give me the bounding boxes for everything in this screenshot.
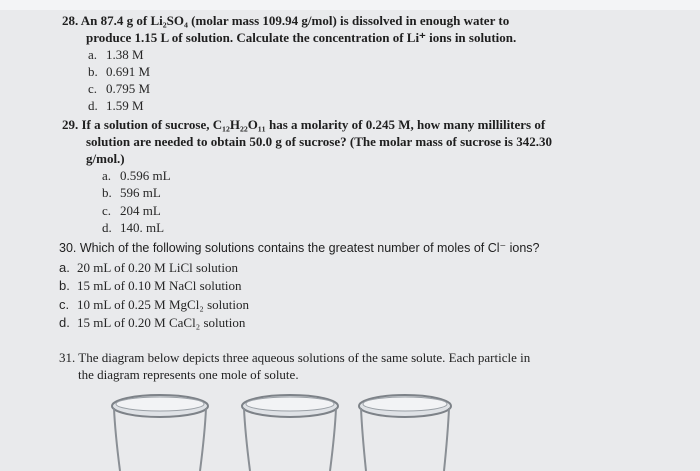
- option-text: 20 mL of 0.20 M LiCl solution: [77, 260, 238, 275]
- q28-option-d[interactable]: [88, 98, 144, 114]
- q29-text-line2: solution are needed to obtain 50.0 g of sucrose? (The molar mass of sucrose is 342.30: [86, 134, 552, 149]
- option-letter: c.: [88, 81, 98, 96]
- q28-number: 28.: [62, 13, 79, 28]
- option-text: 1.38 M: [106, 47, 144, 62]
- beaker-3: [359, 395, 451, 471]
- option-letter: b.: [102, 185, 112, 200]
- q28-option-a[interactable]: [88, 47, 144, 63]
- option-letter: d.: [59, 315, 70, 330]
- q31-line1: [59, 350, 530, 366]
- q30-line1: [59, 240, 540, 256]
- option-text: 596 mL: [120, 185, 161, 200]
- option-letter: a.: [102, 168, 112, 183]
- option-text: 140. mL: [120, 220, 165, 235]
- q29-number: 29.: [62, 117, 79, 132]
- option-text: 15 mL of 0.10 M NaCl solution: [77, 278, 242, 293]
- q29-line1: [62, 117, 545, 133]
- q28-text-line2: produce 1.15 L of solution. Calculate the concentration of Li⁺ ions in solution.: [86, 30, 517, 45]
- option-letter: d.: [88, 98, 98, 113]
- option-letter: d.: [102, 220, 112, 235]
- q29-text-line3: g/mol.): [86, 151, 125, 166]
- q31-text-line2: the diagram represents one mole of solute.: [78, 367, 299, 382]
- q30-text-line1: Which of the following solutions contains the greatest number of moles of Cl⁻ ions?: [79, 241, 540, 255]
- option-letter: c.: [59, 297, 70, 312]
- q29-text-line1: If a solution of sucrose, C₁₂H₂₂O₁₁ has a molarity of 0.245 M, how many milliliters of: [81, 117, 546, 132]
- option-letter: b.: [88, 64, 98, 79]
- option-text: 204 mL: [120, 203, 161, 218]
- option-letter: a.: [88, 47, 98, 62]
- option-letter: a.: [59, 260, 70, 275]
- q29-option-c[interactable]: [102, 203, 161, 219]
- beaker-1: [112, 395, 208, 471]
- option-letter: c.: [102, 203, 112, 218]
- option-text: 0.795 M: [106, 81, 151, 96]
- q30-number: 30.: [59, 241, 77, 255]
- beaker-2: [242, 395, 338, 471]
- q30-option-d[interactable]: [59, 315, 245, 331]
- q29-option-a[interactable]: [102, 168, 171, 184]
- q31-number: 31.: [59, 350, 76, 365]
- q30-option-c[interactable]: [59, 297, 249, 313]
- q28-option-b[interactable]: [88, 64, 150, 80]
- beaker-diagram: [100, 392, 460, 471]
- option-text: 0.596 mL: [120, 168, 171, 183]
- q31-text-line1: The diagram below depicts three aqueous solutions of the same solute. Each particle in: [78, 350, 531, 365]
- q28-text-line1: An 87.4 g of Li₂SO₄ (molar mass 109.94 g/mol) is dissolved in enough water to: [80, 13, 510, 28]
- option-letter: b.: [59, 278, 70, 293]
- q29-option-b[interactable]: [102, 185, 161, 201]
- q29-option-d[interactable]: [102, 220, 164, 236]
- option-text: 15 mL of 0.20 M CaCl₂ solution: [77, 315, 246, 330]
- option-text: 1.59 M: [106, 98, 144, 113]
- option-text: 0.691 M: [106, 64, 151, 79]
- q28-line1: [62, 13, 509, 29]
- q30-option-a[interactable]: [59, 260, 238, 276]
- q30-option-b[interactable]: [59, 278, 242, 294]
- q28-option-c[interactable]: [88, 81, 150, 97]
- top-bar: [0, 0, 700, 10]
- option-text: 10 mL of 0.25 M MgCl₂ solution: [77, 297, 249, 312]
